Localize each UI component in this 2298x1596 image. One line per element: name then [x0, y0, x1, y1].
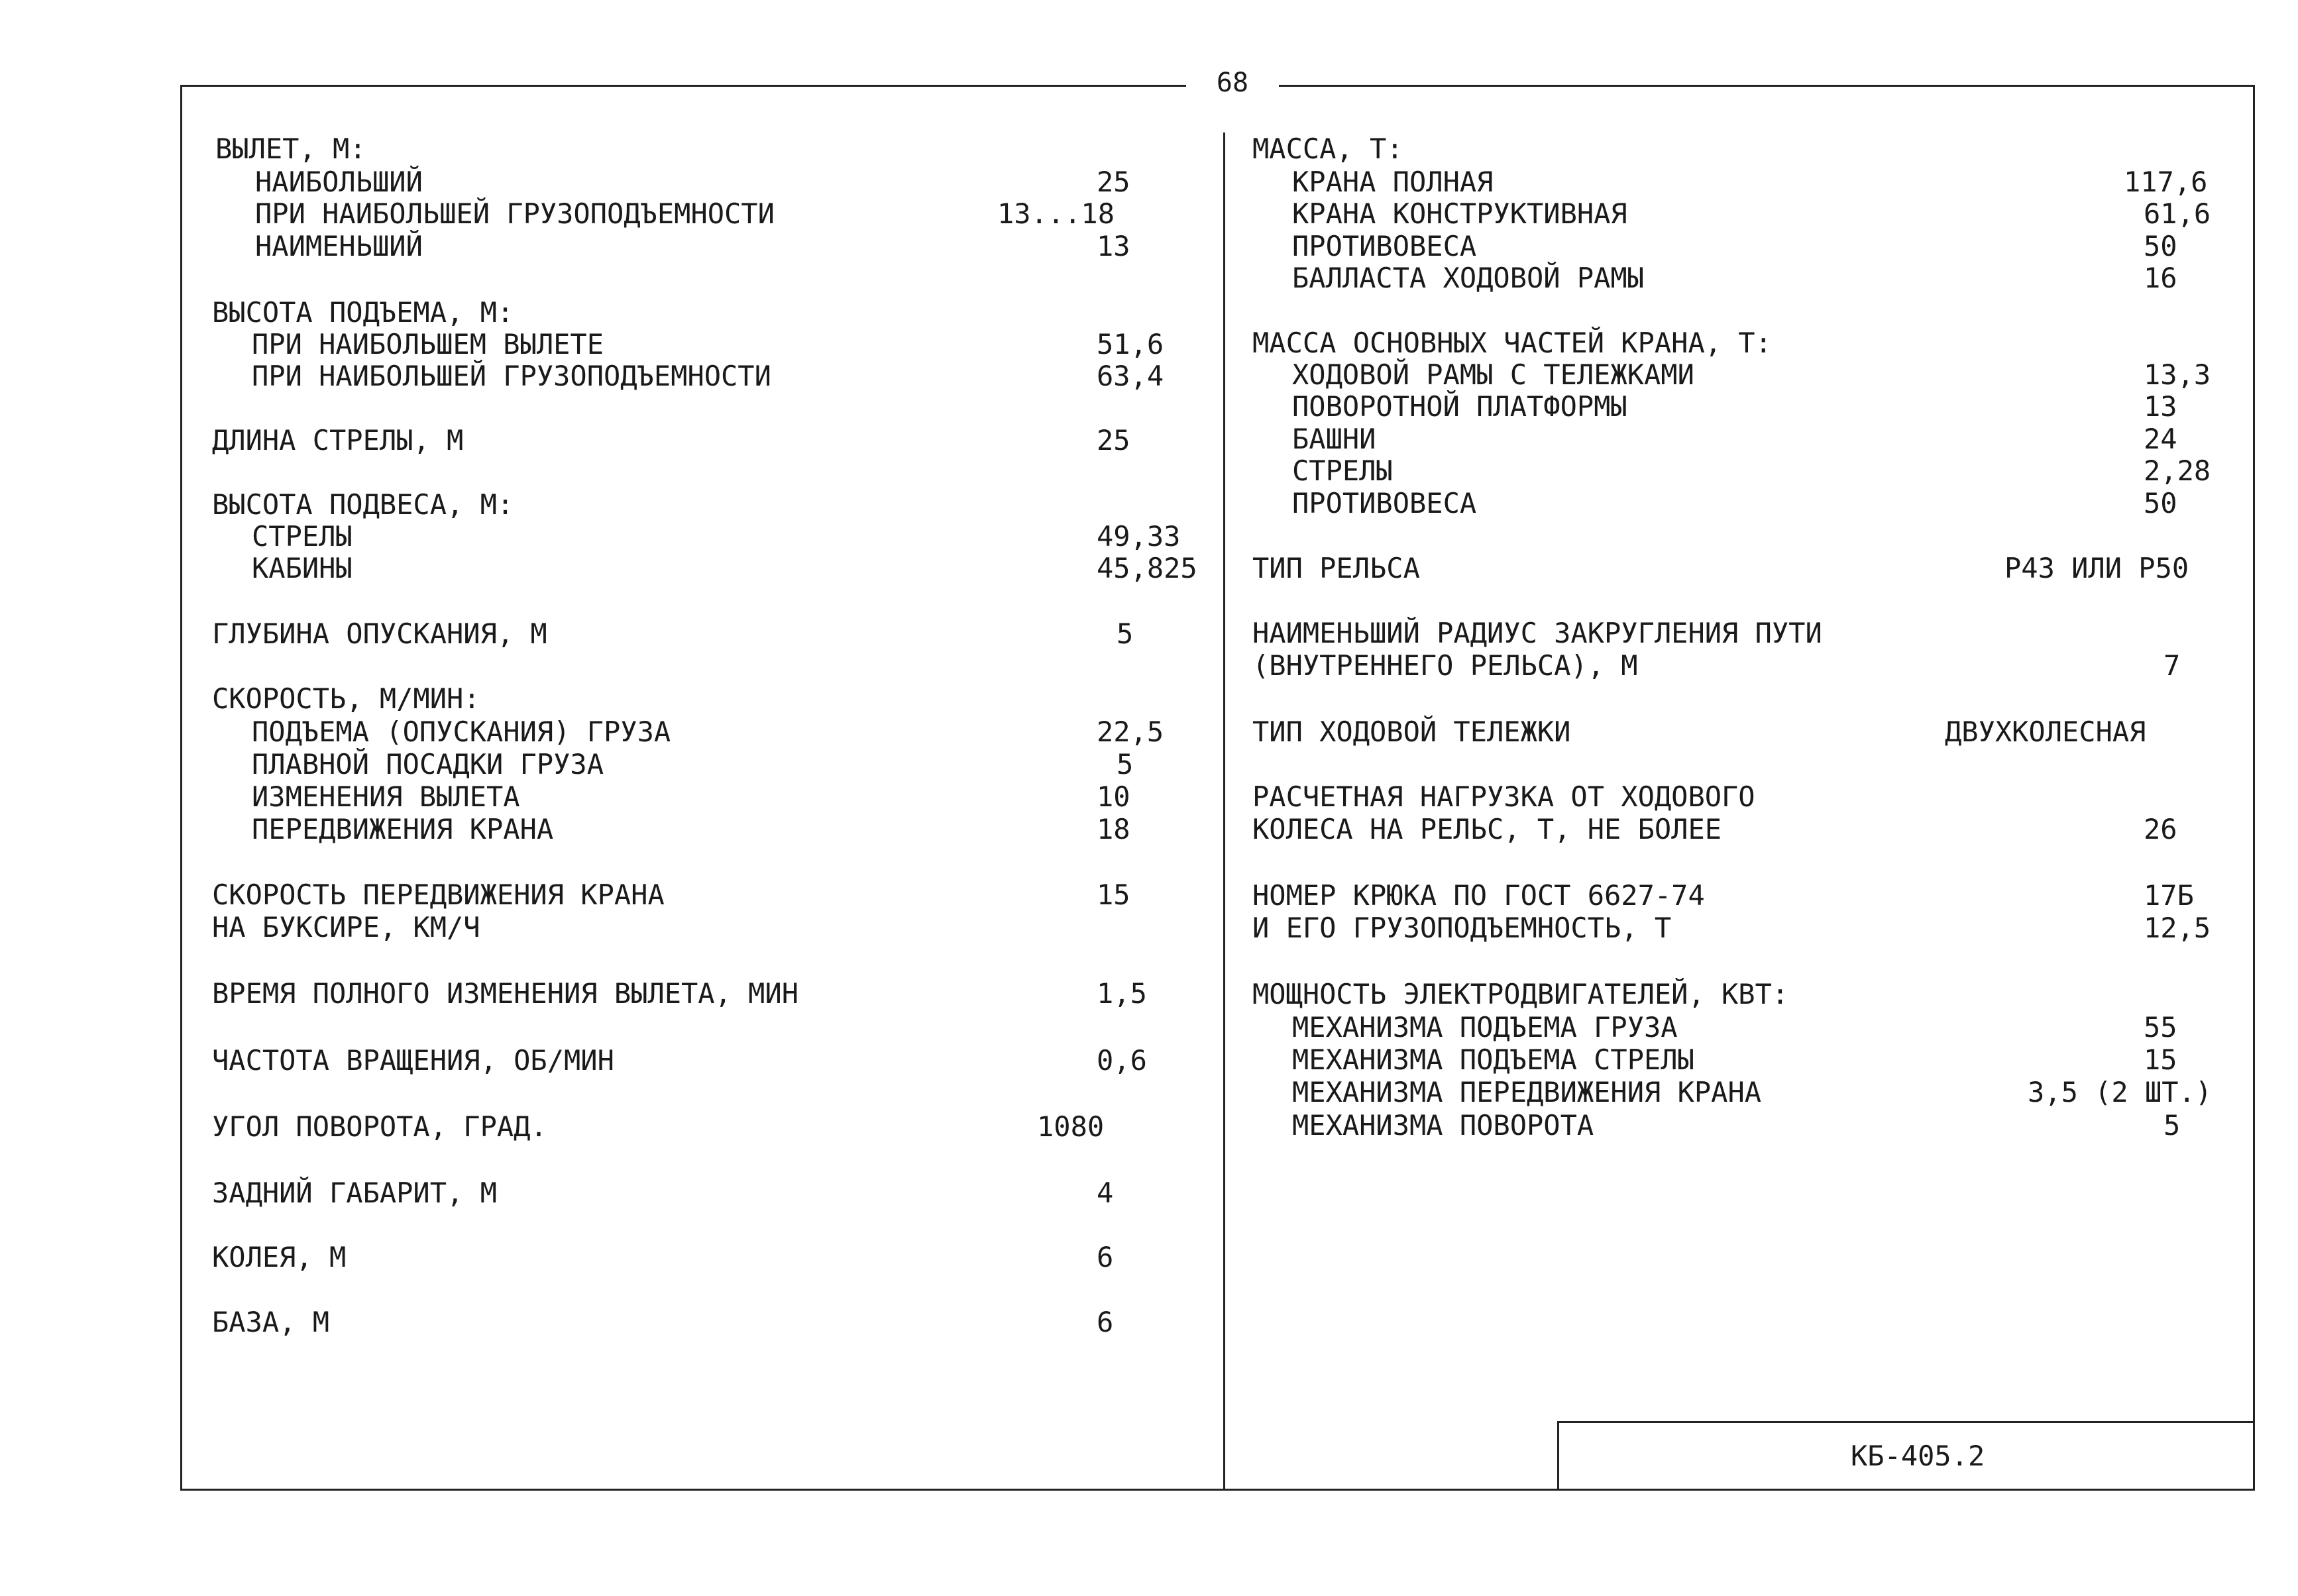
tow-speed-label-1: СКОРОСТЬ ПЕРЕДВИЖЕНИЯ КРАНА [212, 878, 665, 911]
parts-platform-value: 13 [2144, 390, 2177, 423]
mass-ballast-label: БАЛЛАСТА ХОДОВОЙ РАМЫ [1292, 262, 1645, 294]
parts-boom-label: СТРЕЛЫ [1292, 454, 1393, 487]
reach-max-label: НАИБОЛЬШИЙ [255, 166, 423, 198]
motor-boom-value: 15 [2144, 1043, 2177, 1076]
parts-boom-value: 2,28 [2144, 454, 2211, 487]
curve-radius-label-1: НАИМЕНЬШИЙ РАДИУС ЗАКРУГЛЕНИЯ ПУТИ [1252, 617, 1822, 649]
speed-smooth-label: ПЛАВНОЙ ПОСАДКИ ГРУЗА [252, 748, 604, 780]
wheel-load-value: 26 [2144, 813, 2177, 845]
parts-counterweight-value: 50 [2144, 487, 2177, 519]
tail-radius-label: ЗАДНИЙ ГАБАРИТ, М [212, 1177, 497, 1209]
reach-heading: ВЫЛЕТ, М: [215, 133, 366, 165]
track-gauge-value: 6 [1097, 1241, 1114, 1273]
parts-counterweight-label: ПРОТИВОВЕСА [1292, 487, 1477, 519]
motor-travel-value: 3,5 (2 ШТ.) [2028, 1076, 2213, 1108]
parts-tower-label: БАШНИ [1292, 423, 1376, 455]
track-gauge-label: КОЛЕЯ, М [212, 1241, 347, 1273]
hook-value-1: 17Б [2144, 879, 2194, 912]
tow-speed-label-2: НА БУКСИРЕ, КМ/Ч [212, 911, 480, 943]
mass-ballast-value: 16 [2144, 262, 2177, 294]
wheel-load-label-1: РАСЧЕТНАЯ НАГРУЗКА ОТ ХОДОВОГО [1252, 780, 1755, 813]
lowering-depth-label: ГЛУБИНА ОПУСКАНИЯ, М [212, 617, 547, 650]
rotation-freq-label: ЧАСТОТА ВРАЩЕНИЯ, ОБ/МИН [212, 1044, 614, 1077]
curve-radius-label-2: (ВНУТРЕННЕГО РЕЛЬСА), М [1252, 649, 1638, 682]
motor-slew-label: МЕХАНИЗМА ПОВОРОТА [1292, 1109, 1594, 1142]
slew-angle-label: УГОЛ ПОВОРОТА, ГРАД. [212, 1110, 547, 1143]
suspension-cabin-label: КАБИНЫ [252, 552, 353, 584]
lowering-depth-value: 5 [1117, 617, 1134, 650]
parts-platform-label: ПОВОРОТНОЙ ПЛАТФОРМЫ [1292, 390, 1627, 423]
parts-frame-label: ХОДОВОЙ РАМЫ С ТЕЛЕЖКАМИ [1292, 358, 1694, 391]
hook-label-1: НОМЕР КРЮКА ПО ГОСТ 6627-74 [1252, 879, 1705, 912]
mass-counterweight-value: 50 [2144, 230, 2177, 262]
lift-at-max-load-value: 63,4 [1097, 360, 1164, 392]
wheel-load-label-2: КОЛЕСА НА РЕЛЬС, Т, НЕ БОЛЕЕ [1252, 813, 1722, 845]
speed-luffing-label: ИЗМЕНЕНИЯ ВЫЛЕТА [252, 780, 520, 813]
tail-radius-value: 4 [1097, 1177, 1114, 1209]
curve-radius-value: 7 [2163, 649, 2181, 682]
lift-height-heading: ВЫСОТА ПОДЪЕМА, М: [212, 296, 514, 329]
rail-type-label: ТИП РЕЛЬСА [1252, 552, 1420, 584]
speed-luffing-value: 10 [1097, 780, 1130, 813]
wheelbase-label: БАЗА, М [212, 1306, 330, 1338]
document-code-stamp [1557, 1421, 2255, 1489]
slew-angle-value: 1080 [1037, 1110, 1105, 1143]
bogie-type-label: ТИП ХОДОВОЙ ТЕЛЕЖКИ [1252, 716, 1571, 748]
motor-power-heading: МОЩНОСТЬ ЭЛЕКТРОДВИГАТЕЛЕЙ, КВТ: [1252, 978, 1789, 1010]
lift-at-max-load-label: ПРИ НАИБОЛЬШЕЙ ГРУЗОПОДЪЕМНОСТИ [252, 360, 771, 392]
rotation-freq-value: 0,6 [1097, 1044, 1147, 1077]
mass-heading: МАССА, Т: [1252, 133, 1403, 165]
reach-at-max-load-label: ПРИ НАИБОЛЬШЕЙ ГРУЗОПОДЪЕМНОСТИ [255, 197, 775, 230]
speed-hoist-value: 22,5 [1097, 716, 1164, 748]
parts-tower-value: 24 [2144, 423, 2177, 455]
speed-heading: СКОРОСТЬ, М/МИН: [212, 682, 480, 715]
boom-length-value: 25 [1097, 424, 1130, 456]
reach-min-value: 13 [1097, 230, 1130, 262]
motor-hoist-label: МЕХАНИЗМА ПОДЪЕМА ГРУЗА [1292, 1011, 1678, 1043]
mass-total-value: 117,6 [2124, 166, 2208, 198]
tow-speed-value: 15 [1097, 878, 1130, 911]
page-number: 68 [1186, 63, 1279, 103]
motor-hoist-value: 55 [2144, 1011, 2177, 1043]
suspension-boom-label: СТРЕЛЫ [252, 520, 353, 553]
speed-smooth-value: 5 [1117, 748, 1134, 780]
hook-value-2: 12,5 [2144, 912, 2211, 944]
suspension-cabin-value: 45,825 [1097, 552, 1197, 584]
mass-total-label: КРАНА ПОЛНАЯ [1292, 166, 1494, 198]
motor-travel-label: МЕХАНИЗМА ПЕРЕДВИЖЕНИЯ КРАНА [1292, 1076, 1762, 1108]
reach-at-max-load-value: 13...18 [997, 197, 1115, 230]
luffing-time-label: ВРЕМЯ ПОЛНОГО ИЗМЕНЕНИЯ ВЫЛЕТА, МИН [212, 977, 799, 1010]
reach-min-label: НАИМЕНЬШИЙ [255, 230, 423, 262]
document-code: КБ-405.2 [1851, 1440, 1985, 1472]
mass-counterweight-label: ПРОТИВОВЕСА [1292, 230, 1477, 262]
rail-type-value: Р43 ИЛИ Р50 [2004, 552, 2189, 584]
parts-frame-value: 13,3 [2144, 358, 2211, 391]
boom-length-label: ДЛИНА СТРЕЛЫ, М [212, 424, 464, 456]
luffing-time-value: 1,5 [1097, 977, 1147, 1010]
mass-structural-value: 61,6 [2144, 197, 2211, 230]
lift-at-max-reach-label: ПРИ НАИБОЛЬШЕМ ВЫЛЕТЕ [252, 328, 604, 360]
speed-hoist-label: ПОДЪЕМА (ОПУСКАНИЯ) ГРУЗА [252, 716, 671, 748]
suspension-boom-value: 49,33 [1097, 520, 1181, 553]
speed-travel-value: 18 [1097, 813, 1130, 845]
parts-mass-heading: МАССА ОСНОВНЫХ ЧАСТЕЙ КРАНА, Т: [1252, 327, 1772, 359]
speed-travel-label: ПЕРЕДВИЖЕНИЯ КРАНА [252, 813, 554, 845]
hook-label-2: И ЕГО ГРУЗОПОДЪЕМНОСТЬ, Т [1252, 912, 1672, 944]
column-divider [1223, 133, 1225, 1491]
suspension-heading: ВЫСОТА ПОДВЕСА, М: [212, 488, 514, 521]
bogie-type-value: ДВУХКОЛЕСНАЯ [1945, 716, 2146, 748]
motor-boom-label: МЕХАНИЗМА ПОДЪЕМА СТРЕЛЫ [1292, 1043, 1694, 1076]
lift-at-max-reach-value: 51,6 [1097, 328, 1164, 360]
mass-structural-label: КРАНА КОНСТРУКТИВНАЯ [1292, 197, 1627, 230]
wheelbase-value: 6 [1097, 1306, 1114, 1338]
reach-max-value: 25 [1097, 166, 1130, 198]
motor-slew-value: 5 [2163, 1109, 2181, 1142]
